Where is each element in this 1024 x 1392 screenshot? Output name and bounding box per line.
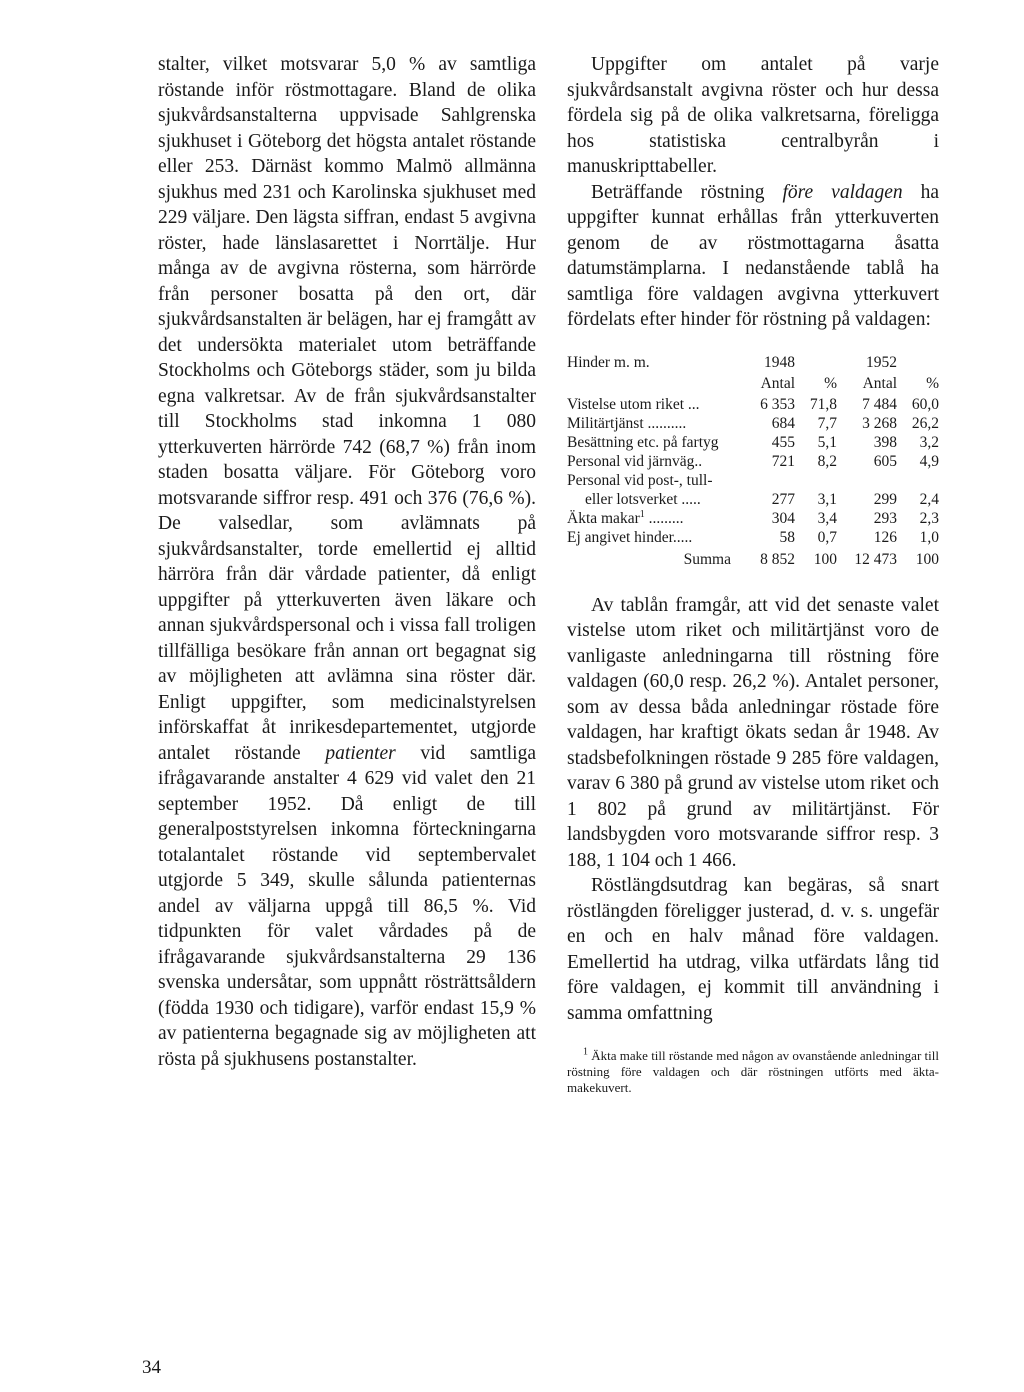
sum-antal-1952: 12 473 (854, 550, 897, 568)
row-antal-1952 (837, 471, 897, 490)
col-pct-1952: % (926, 374, 939, 392)
table-header-label: Hinder m. m. (567, 353, 650, 371)
row-antal-1952: 3 268 (862, 414, 897, 432)
row-label: Militärtjänst .......... (567, 414, 687, 432)
col-antal-1952: Antal (862, 374, 897, 392)
row-label: Besättning etc. på fartyg (567, 433, 719, 451)
row-pct-1952: 2,3 (919, 509, 939, 527)
row-antal-1952: 605 (873, 452, 897, 470)
left-paragraph (158, 52, 536, 1072)
row-antal-1948: 721 (771, 452, 795, 470)
right-paragraph-1: Uppgifter om antalet på varje sjukvårdsanstalt avgivna röster och hur dessa fördela sig på de olika valkretsarna, föreligga hos statistiska centralbyrån i manuskripttabeller. (567, 54, 939, 177)
row-antal-1952: 299 (873, 490, 897, 508)
row-antal-1948: 455 (771, 433, 795, 451)
row-label: Ej angivet hinder..... (567, 528, 693, 546)
table-row (567, 490, 939, 509)
table-year-1952: 1952 (866, 353, 897, 371)
table-row (567, 414, 939, 433)
footnote-text: Äkta make till röstande med någon av ovanstående anledningar till röstning före valdagen och där röstningen utförts med äkta-makekuvert. (567, 1048, 939, 1095)
table-header-columns (567, 374, 939, 395)
footnote (567, 1048, 939, 1096)
row-pct-1948: 8,2 (817, 452, 837, 470)
row-pct-1948: 3,1 (817, 490, 837, 508)
row-label: eller lotsverket ..... (585, 490, 701, 508)
right-paragraph-2-text-a: Beträffande röstning (591, 181, 783, 203)
row-pct-1952: 26,2 (911, 414, 939, 432)
row-pct-1952: 2,4 (919, 490, 939, 508)
row-pct-1948: 3,4 (817, 509, 837, 527)
footnote-mark: 1 (583, 1046, 588, 1058)
sum-pct-1948: 100 (813, 550, 837, 568)
table-row (567, 528, 939, 547)
sum-antal-1948: 8 852 (760, 550, 795, 568)
table-row (567, 433, 939, 452)
row-antal-1948: 58 (779, 528, 795, 546)
row-pct-1948: 5,1 (817, 433, 837, 451)
row-antal-1948: 684 (771, 414, 795, 432)
right-paragraph-2-text-b: ha uppgifter kunnat erhållas från ytterkuverten genom de av röstmottagarna åsatta datumstämplarna. I nedanstående tablå ha samtliga före valdagen avgivna ytterkuvert fördelats efter hinder för röstning på valdagen: (567, 181, 940, 330)
row-pct-1948: 0,7 (817, 528, 837, 546)
row-antal-1948: 6 353 (760, 395, 795, 413)
row-label: Personal vid post-, tull- (567, 471, 713, 489)
sum-label: Summa (683, 550, 731, 568)
left-paragraph-text-b: vid samtliga ifrågavarande anstalter 4 629 vid valet den 21 september 1952. Då enligt de till generalpoststyrelsen inkomna förteckningarna totalantalet röstande vid septembervalet utgjorde 5 349, skulle sålunda patienternas andel av väljarna uppgå till 86,5 %. Vid tidpunkten för valet vårdades på de ifrågavarande sjukvårdsanstalterna 29 136 svenska undersåtar, som uppnått rösträttsåldern (födda 1930 och tidigare), varför endast 15,9 % av patienterna begagnade sig av möjligheten att rösta på sjukhusens postanstalter. (158, 742, 536, 1070)
right-paragraph-4: Röstlängdsutdrag kan begäras, så snart röstlängden föreligger justerad, d. v. s. ungefär en och en halv månad före valdagen. Emellertid ha utdrag, vilka utfärdats lång tid före valdagen, ej kommit till användning i samma omfattning (567, 875, 939, 1024)
table-year-1948: 1948 (764, 353, 795, 371)
row-antal-1948: 304 (771, 509, 795, 527)
left-paragraph-text-a: stalter, vilket motsvarar 5,0 % av samtliga röstande inför röstmottagare. Bland de olika sjukvårdsanstalterna uppvisade Sahlgrenska sjukhuset i Göteborg det högsta antalet röstande eller 253. Därnäst kommo Malmö allmänna sjukhus med 231 och Karolinska sjukhuset med 229 väljare. Den lägsta siffran, endast 5 avgivna röster, hade länslasarettet i Norrtälje. Hur många av de avgivna rösterna, som härrörde från personer bosatta på den ort, där sjukvårdsanstalten är belägen, har ej framgått av det undersökta materialet utom beträffande Stockholms och Göteborgs städer, som ju bilda egna valkretsar. Av de från sjukvårdsanstalter till Stockholms stad inkomna 1 080 ytterkuverten härrörde 742 (68,7 %) från inom staden bosatta väljare. För Göteborg voro motsvarande siffror resp. 491 och 376 (76,6 %). De valsedlar, som avlämnats på sjukvårdsanstalter, torde emellertid ej alltid härröra från där vårdade patienter, då enligt uppgifter på ytterkuverten även läkare och annan sjukvårdspersonal och i vissa fall troligen tillfälliga besökare från annan ort begagnat sig av möjligheten att avlämna sina röster där. Enligt uppgifter, som medicinalstyrelsen införskaffat åt inrikesdepartementet, utgjorde antalet röstande (158, 54, 536, 764)
row-antal-1952: 398 (873, 433, 897, 451)
col-pct-1948: % (824, 374, 837, 392)
right-paragraph-3: Av tablån framgår, att vid det senaste valet vistelse utom riket och militärtjänst voro de vanligaste anledningarna till röstning före valdagen (60,0 resp. 26,2 %). Antalet personer, som av dessa båda anledningar röstade före valdagen, har kraftigt ökats sedan år 1948. Av stadsbefolkningen röstade 9 285 före valdagen, varav 6 380 på grund av vistelse utom riket och 1 802 på grund av militärtjänst. För landsbygden voro motsvarande siffror resp. 3 188, 1 104 och 1 466. (567, 594, 939, 871)
table-row (567, 509, 939, 528)
row-antal-1948 (745, 471, 795, 490)
page-number: 34 (142, 1357, 161, 1378)
table-row (567, 395, 939, 414)
table-row (567, 452, 939, 471)
row-pct-1948: 71,8 (809, 395, 837, 413)
table-header-years (567, 353, 939, 374)
row-pct-1948 (795, 471, 837, 490)
row-label: Vistelse utom riket ... (567, 395, 700, 413)
row-label: Personal vid järnväg.. (567, 452, 703, 470)
row-antal-1952: 293 (873, 509, 897, 527)
row-antal-1952: 7 484 (862, 395, 897, 413)
row-label (567, 509, 745, 528)
right-paragraph-2 (567, 180, 939, 333)
row-pct-1952: 3,2 (919, 433, 939, 451)
table-sum-row (567, 547, 939, 569)
row-antal-1952: 126 (873, 528, 897, 546)
left-paragraph-italic: patienter (325, 742, 396, 764)
row-antal-1948: 277 (771, 490, 795, 508)
row-pct-1952 (897, 471, 939, 490)
sum-pct-1952: 100 (915, 550, 939, 568)
right-paragraph-2-italic: före valdagen (782, 181, 903, 203)
col-antal-1948: Antal (760, 374, 795, 392)
row-pct-1952: 4,9 (919, 452, 939, 470)
row-pct-1952: 1,0 (919, 528, 939, 546)
left-column (158, 52, 536, 1072)
footnote-ref: 1 (639, 508, 645, 520)
row-pct-1948: 7,7 (817, 414, 837, 432)
right-column (567, 52, 939, 1096)
row-label-text: Äkta makar (567, 509, 640, 527)
row-pct-1952: 60,0 (911, 395, 939, 413)
hinder-table-container (567, 353, 939, 569)
table-row (567, 471, 939, 490)
hinder-table (567, 353, 939, 569)
row-label-dots: ......... (644, 509, 684, 527)
